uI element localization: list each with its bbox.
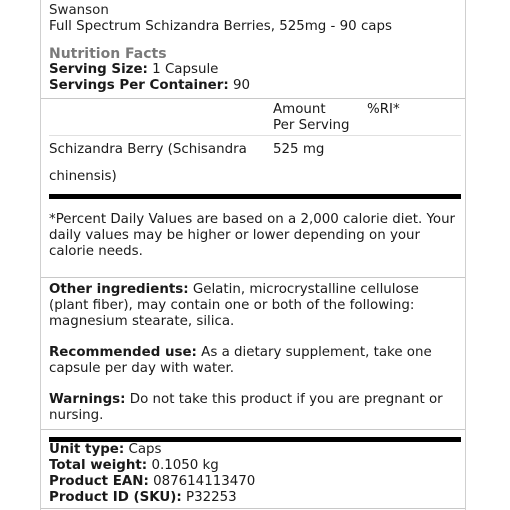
table-header-divider	[49, 135, 461, 136]
daily-values-footnote: *Percent Daily Values are based on a 2,000 calorie diet. Your daily values may be higher or lower depending on your calorie needs.	[49, 212, 456, 259]
ingredient-name	[49, 142, 247, 185]
amount-per-serving-header	[273, 102, 349, 134]
amount-header-line2: Per Serving	[273, 118, 350, 133]
ingredient-amount: 525 mg	[273, 142, 325, 157]
ri-header: %RI*	[367, 102, 400, 117]
serving-size-label: Serving Size:	[49, 62, 148, 77]
section-divider	[41, 429, 465, 430]
total-weight-label: Total weight:	[49, 458, 148, 473]
product-ean-label: Product EAN:	[49, 474, 149, 489]
servings-per-container-label: Servings Per Container:	[49, 78, 229, 93]
amount-header-line1: Amount	[273, 102, 326, 117]
ingredient-name-line2: chinensis)	[49, 169, 117, 184]
total-weight-value: 0.1050 kg	[151, 458, 219, 473]
warnings-label: Warnings:	[49, 392, 126, 407]
serving-size-row	[49, 62, 218, 78]
other-ingredients	[49, 282, 459, 330]
unit-type-label: Unit type:	[49, 442, 125, 457]
nutrition-facts-heading: Nutrition Facts	[49, 46, 167, 62]
recommended-use-text: As a dietary supplement, take one capsule per day with water.	[49, 345, 432, 376]
supplement-facts-panel	[40, 0, 466, 510]
unit-type-value: Caps	[128, 442, 162, 457]
product-sku-label: Product ID (SKU):	[49, 490, 182, 505]
total-weight-row	[49, 458, 219, 474]
product-sku-value: P32253	[186, 490, 237, 505]
product-sku-row	[49, 490, 237, 506]
ingredient-name-line1: Schizandra Berry (Schisandra	[49, 142, 247, 157]
section-divider	[41, 277, 465, 278]
other-ingredients-text: Gelatin, microcrystalline cellulose (plant fiber), may contain one or both of the following: magnesium stearate, silica.	[49, 282, 419, 329]
servings-per-container-row	[49, 78, 250, 94]
thick-rule	[49, 194, 461, 199]
product-ean-row	[49, 474, 255, 490]
product-ean-value: 087614113470	[153, 474, 256, 489]
bottom-border	[41, 508, 465, 509]
servings-per-container-value: 90	[233, 78, 251, 93]
warnings	[49, 392, 459, 424]
recommended-use-label: Recommended use:	[49, 345, 197, 360]
recommended-use	[49, 345, 459, 377]
product-title: Full Spectrum Schizandra Berries, 525mg - 90 caps	[49, 19, 392, 34]
serving-size-value: 1 Capsule	[152, 62, 219, 77]
unit-type-row	[49, 442, 162, 458]
section-divider	[41, 98, 465, 99]
other-ingredients-label: Other ingredients:	[49, 282, 189, 297]
brand-name: Swanson	[49, 3, 109, 18]
warnings-text: Do not take this product if you are pregnant or nursing.	[49, 392, 443, 423]
